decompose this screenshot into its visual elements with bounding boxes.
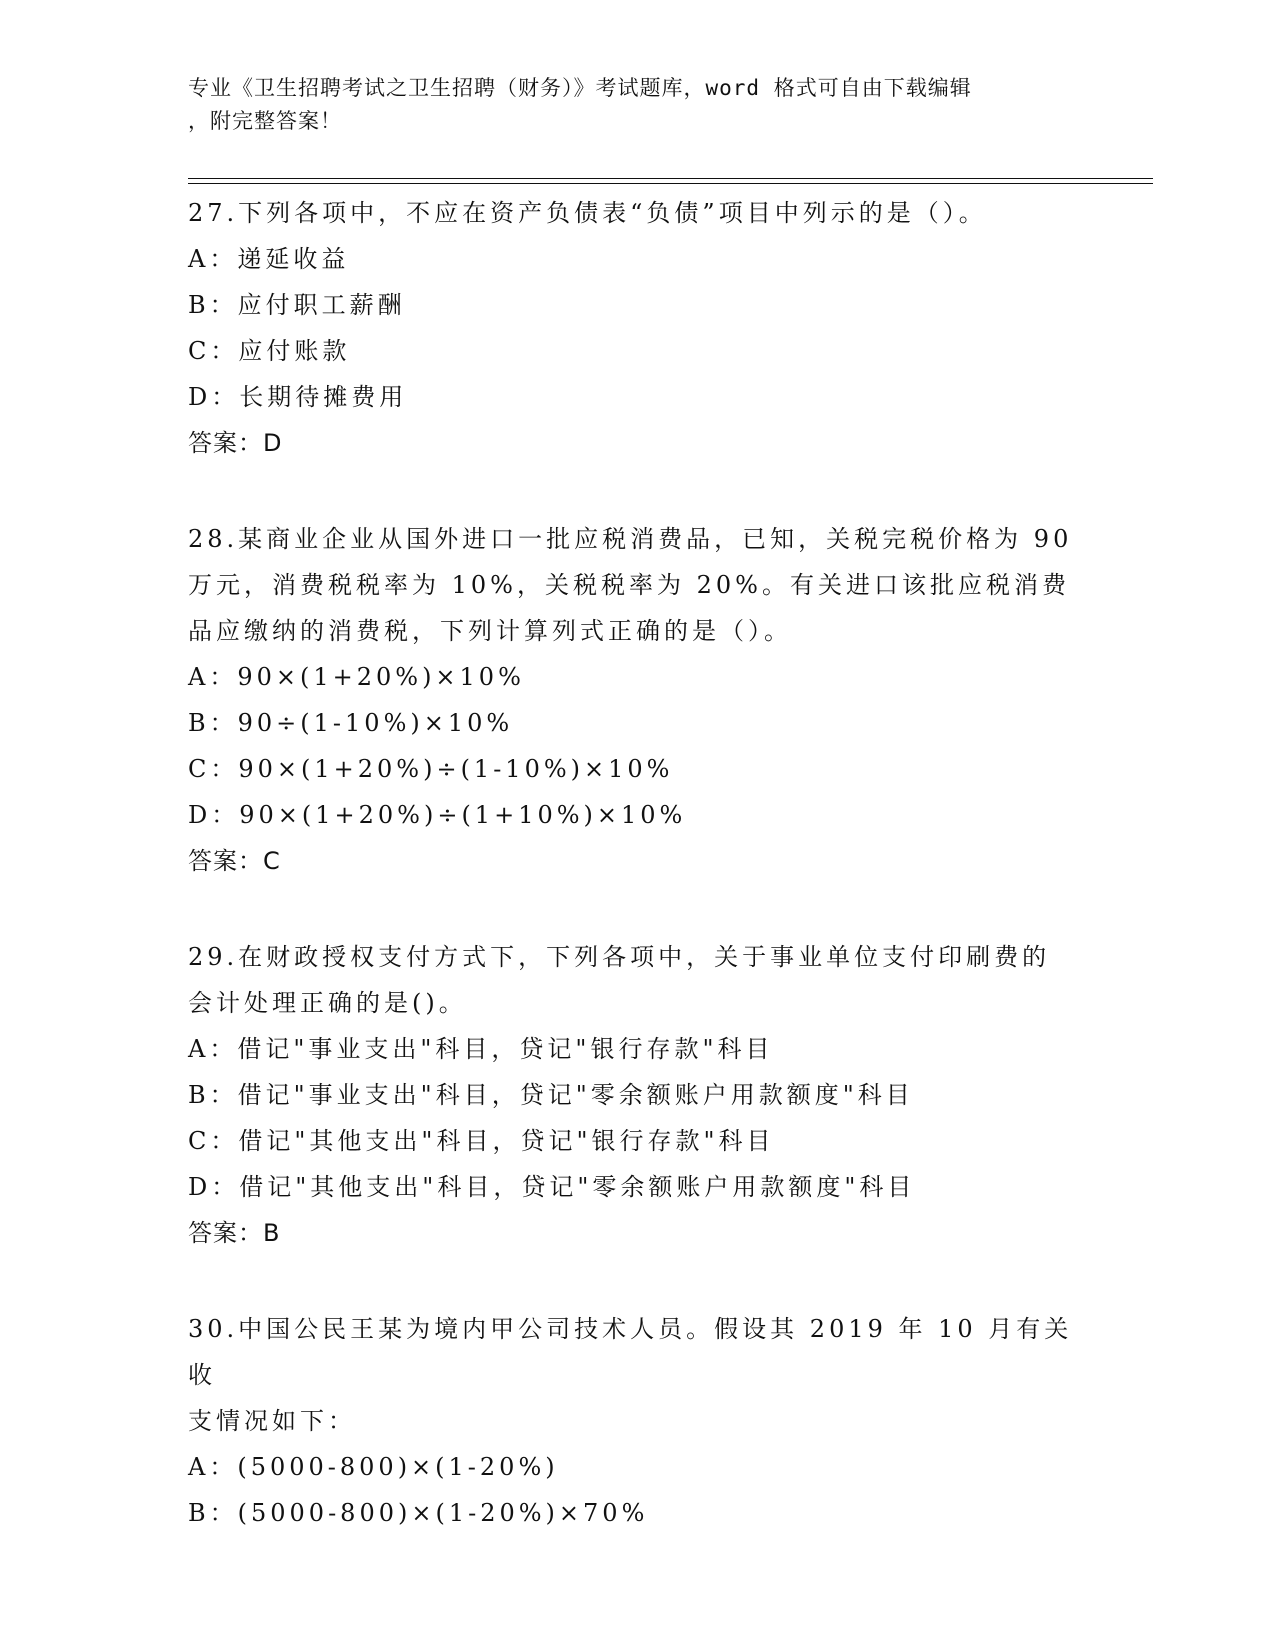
spacer	[188, 1256, 1088, 1306]
question-stem-line: 29.在财政授权支付方式下，下列各项中，关于事业单位支付印刷费的	[188, 943, 1051, 971]
option-b: B：应付职工薪酬	[188, 291, 406, 319]
option-a: A：递延收益	[188, 245, 350, 273]
question-28	[188, 516, 1088, 884]
question-stem-line: 品应缴纳的消费税，下列计算列式正确的是（）。	[188, 617, 792, 645]
answer-line: 答案：B	[188, 1219, 281, 1247]
option-a: A：(5000-800)×(1-20%)	[188, 1453, 559, 1481]
question-list	[188, 190, 1088, 1536]
option-b: B：(5000-800)×(1-20%)×70%	[188, 1499, 649, 1527]
header-rule-top	[188, 178, 1153, 179]
spacer	[188, 884, 1088, 934]
question-30	[188, 1306, 1088, 1536]
option-c: C：借记"其他支出"科目，贷记"银行存款"科目	[188, 1127, 775, 1155]
option-c: C：应付账款	[188, 337, 351, 365]
header-rule-bottom	[188, 183, 1153, 184]
option-b: B：借记"事业支出"科目，贷记"零余额账户用款额度"科目	[188, 1081, 914, 1109]
question-stem-line: 支情况如下：	[188, 1407, 356, 1435]
question-stem-line: 27.下列各项中，不应在资产负债表“负债”项目中列示的是（）。	[188, 199, 987, 227]
option-a: A：90×(1+20%)×10%	[188, 663, 525, 691]
header-line-2: ，附完整答案！	[188, 109, 342, 133]
option-d: D：长期待摊费用	[188, 383, 408, 411]
answer-line: 答案：C	[188, 847, 281, 875]
question-stem-line: 万元，消费税税率为 10%，关税税率为 20%。有关进口该批应税消费	[188, 571, 1070, 599]
document-header	[188, 72, 1068, 138]
option-c: C：90×(1+20%)÷(1-10%)×10%	[188, 755, 674, 783]
spacer	[188, 466, 1088, 516]
question-27	[188, 190, 1088, 466]
option-d: D：借记"其他支出"科目，贷记"零余额账户用款额度"科目	[188, 1173, 916, 1201]
question-stem-line: 会计处理正确的是()。	[188, 989, 467, 1017]
header-line-1: 专业《卫生招聘考试之卫生招聘（财务）》考试题库，word 格式可自由下载编辑	[188, 76, 972, 100]
option-b: B：90÷(1-10%)×10%	[188, 709, 514, 737]
question-stem-line: 30.中国公民王某为境内甲公司技术人员。假设其 2019 年 10 月有关收	[188, 1315, 1073, 1389]
option-d: D：90×(1+20%)÷(1+10%)×10%	[188, 801, 687, 829]
question-29	[188, 934, 1088, 1256]
question-stem-line: 28.某商业企业从国外进口一批应税消费品，已知，关税完税价格为 90	[188, 525, 1073, 553]
answer-line: 答案：D	[188, 429, 283, 457]
option-a: A：借记"事业支出"科目，贷记"银行存款"科目	[188, 1035, 774, 1063]
